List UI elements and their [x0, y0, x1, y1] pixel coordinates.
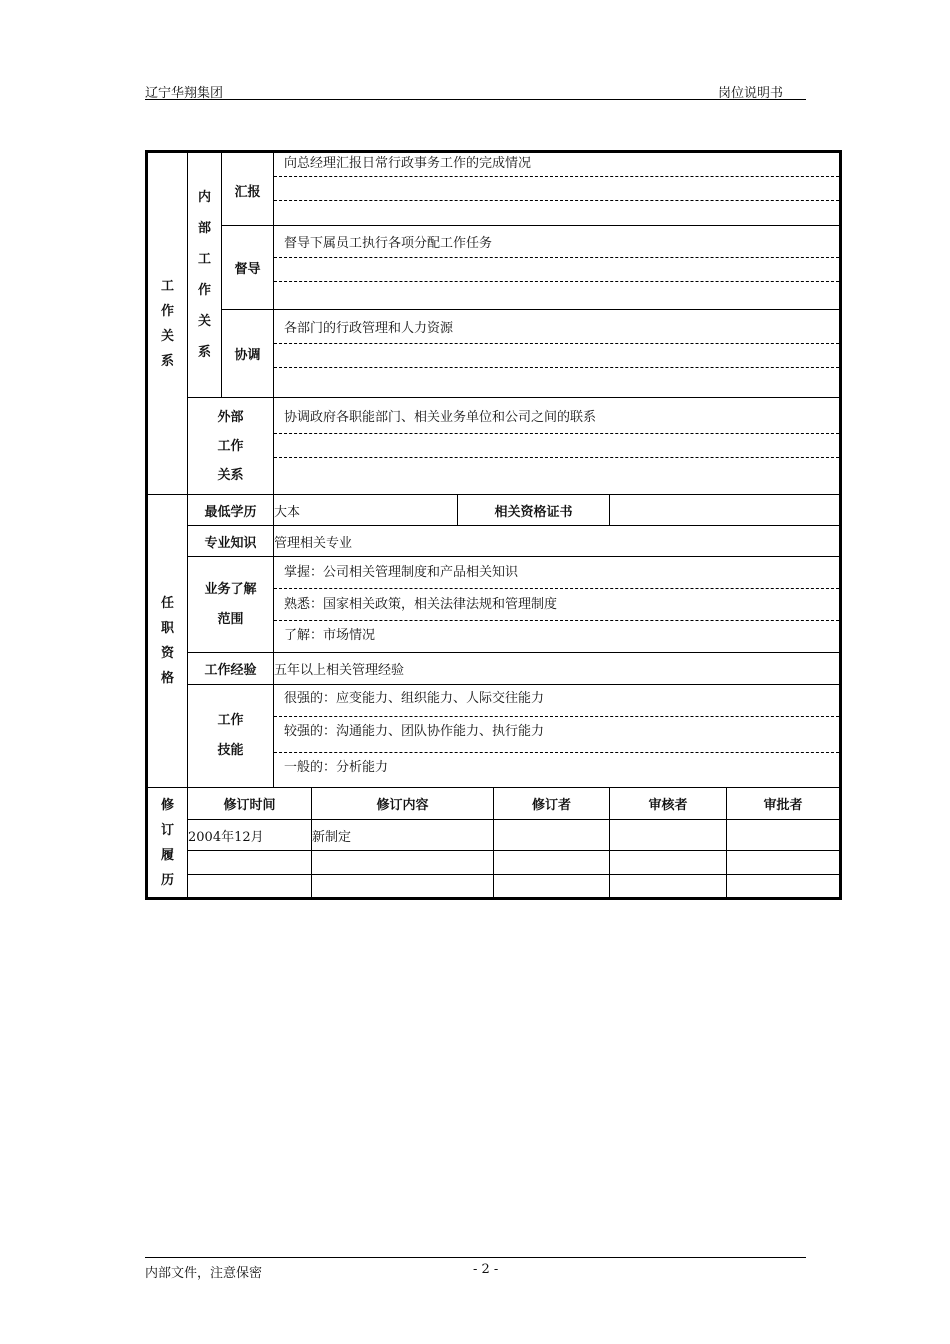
empty-cell: [494, 875, 610, 899]
empty-cell: [312, 875, 494, 899]
section-qualifications: 任职资格: [147, 495, 188, 788]
internal-relations-label: 内部工作关系: [188, 152, 222, 398]
table-row: [147, 875, 841, 899]
business-scope-label: 业务了解 范围: [188, 557, 274, 653]
coordinate-lines: [274, 310, 841, 398]
blank-line: [274, 282, 839, 306]
supervise-label: 督导: [222, 226, 274, 310]
cert-label: 相关资格证书: [458, 495, 610, 526]
business-item-3: 了解：市场情况: [284, 628, 376, 643]
table-row: [147, 820, 841, 851]
reviser-1: [494, 820, 610, 851]
cert-value: [610, 495, 841, 526]
blank-line: [274, 368, 839, 392]
report-text: 向总经理汇报日常行政事务工作的完成情况: [274, 153, 839, 177]
col-reviewer: 审核者: [610, 788, 727, 820]
revision-content-1: 新制定: [312, 820, 494, 851]
min-edu-value: 大本: [274, 495, 458, 526]
section-work-relations: 工作关系: [147, 152, 188, 495]
skill-item-3: 一般的：分析能力: [284, 760, 389, 775]
job-description-table: [145, 150, 842, 900]
header-company: 辽宁华翔集团: [145, 86, 224, 101]
empty-cell: [494, 851, 610, 875]
external-text: 协调政府各职能部门、相关业务单位和公司之间的联系: [274, 398, 839, 434]
skills-lines: [274, 685, 841, 788]
reviewer-1: [610, 820, 727, 851]
footer-confidential: 内部文件，注意保密: [145, 1266, 263, 1281]
experience-label: 工作经验: [188, 653, 274, 685]
blank-line: [274, 458, 839, 482]
empty-cell: [727, 875, 841, 899]
experience-value: 五年以上相关管理经验: [274, 653, 841, 685]
col-reviser: 修订者: [494, 788, 610, 820]
col-revision-content: 修订内容: [312, 788, 494, 820]
empty-cell: [610, 875, 727, 899]
business-item-1: 掌握：公司相关管理制度和产品相关知识: [274, 557, 839, 589]
approver-1: [727, 820, 841, 851]
empty-cell: [610, 851, 727, 875]
revision-time-1: 2004年12月: [188, 820, 312, 851]
min-edu-label: 最低学历: [188, 495, 274, 526]
blank-line: [274, 434, 839, 458]
external-lines: [274, 398, 841, 495]
page-number: - 2 -: [473, 1262, 499, 1277]
blank-line: [274, 258, 839, 282]
col-approver: 审批者: [727, 788, 841, 820]
skill-item-2: 较强的：沟通能力、团队协作能力、执行能力: [274, 717, 839, 753]
empty-cell: [727, 851, 841, 875]
external-relations-label: 外部 工作 关系: [188, 398, 274, 495]
coordinate-text: 各部门的行政管理和人力资源: [274, 310, 839, 344]
empty-cell: [312, 851, 494, 875]
header-rule: [145, 99, 806, 100]
skill-item-1: 很强的：应变能力、组织能力、人际交往能力: [274, 685, 839, 717]
footer-rule: [145, 1257, 806, 1258]
table-row: [147, 851, 841, 875]
blank-line: [274, 344, 839, 368]
header-doc-title: 岗位说明书: [718, 86, 784, 101]
knowledge-value: 管理相关专业: [274, 526, 841, 557]
coordinate-label: 协调: [222, 310, 274, 398]
business-item-2: 熟悉：国家相关政策，相关法律法规和管理制度: [274, 589, 839, 621]
blank-line: [274, 177, 839, 201]
col-revision-time: 修订时间: [188, 788, 312, 820]
report-lines: [274, 152, 841, 226]
section-revision: 修订履历: [147, 788, 188, 899]
blank-line: [274, 201, 839, 225]
supervise-text: 督导下属员工执行各项分配工作任务: [274, 226, 839, 258]
skills-label: 工作 技能: [188, 685, 274, 788]
supervise-lines: [274, 226, 841, 310]
knowledge-label: 专业知识: [188, 526, 274, 557]
empty-cell: [188, 875, 312, 899]
report-label: 汇报: [222, 152, 274, 226]
empty-cell: [188, 851, 312, 875]
business-lines: [274, 557, 841, 653]
